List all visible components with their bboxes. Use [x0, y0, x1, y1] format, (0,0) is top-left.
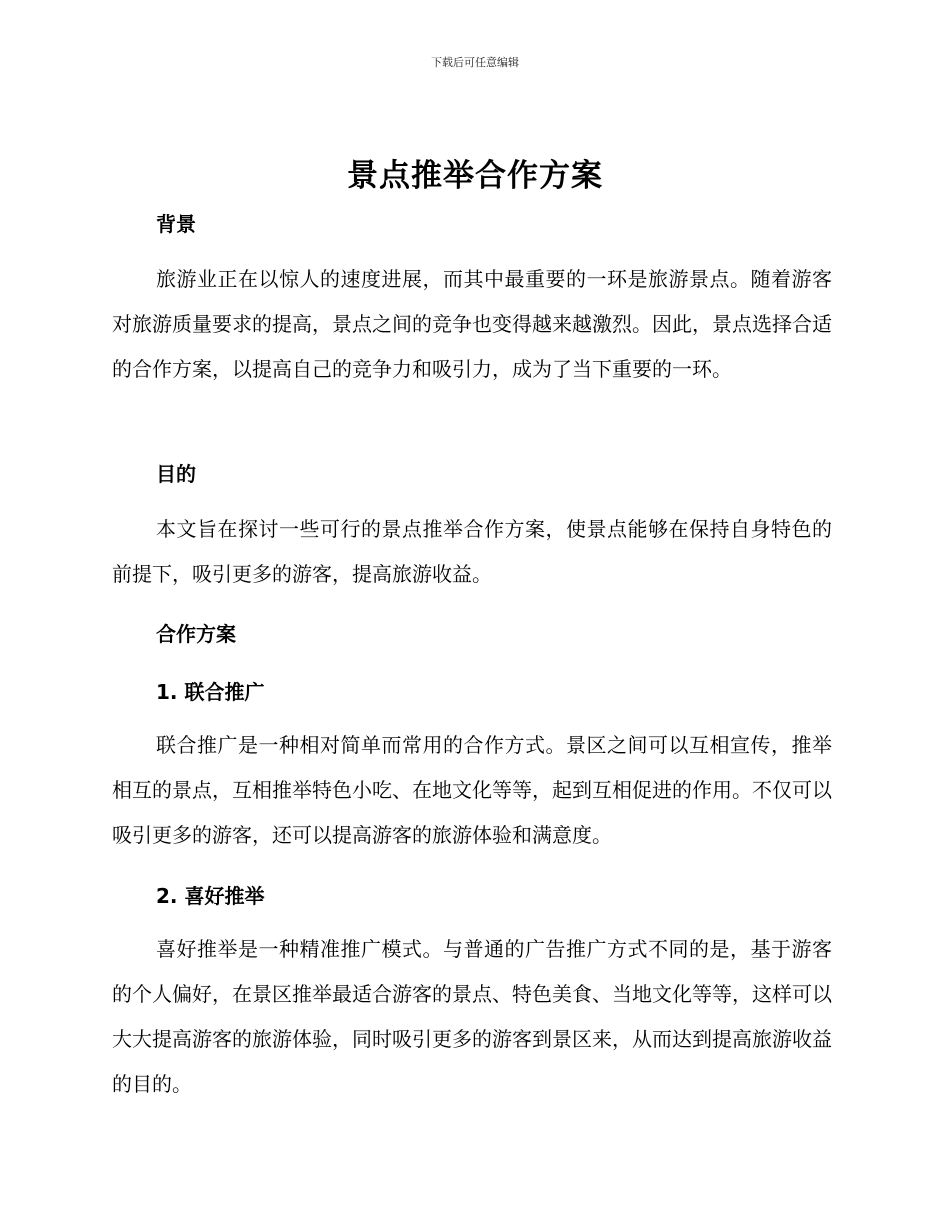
header-note: 下载后可任意编辑	[431, 56, 519, 69]
subsection-heading-preference-recommendation: 2. 喜好推举	[156, 884, 265, 908]
paragraph-purpose: 本文旨在探讨一些可行的景点推举合作方案，使景点能够在保持自身特色的前提下，吸引更多的游客，提高旅游收益。	[112, 517, 832, 586]
section-heading-purpose: 目的	[156, 462, 196, 486]
paragraph-joint-promotion: 联合推广是一种相对简单而常用的合作方式。景区之间可以互相宣传，推举相互的景点，互相推举特色小吃、在地文化等等，起到互相促进的作用。不仅可以吸引更多的游客，还可以提高游客的旅游体验和满意度。	[112, 733, 832, 847]
section-heading-background: 背景	[156, 212, 196, 236]
subsection-heading-joint-promotion: 1. 联合推广	[156, 680, 265, 704]
paragraph-background: 旅游业正在以惊人的速度进展，而其中最重要的一环是旅游景点。随着游客对旅游质量要求的提高，景点之间的竞争也变得越来越激烈。因此，景点选择合适的合作方案，以提高自己的竞争力和吸引力，成为了当下重要的一环。	[112, 267, 832, 381]
section-heading-plans: 合作方案	[156, 622, 236, 646]
document-title: 景点推举合作方案	[347, 158, 603, 194]
paragraph-preference-recommendation: 喜好推举是一种精准推广模式。与普通的广告推广方式不同的是，基于游客的个人偏好，在景区推举最适合游客的景点、特色美食、当地文化等等，这样可以大大提高游客的旅游体验，同时吸引更多的游客到景区来，从而达到提高旅游收益的目的。	[112, 937, 832, 1096]
